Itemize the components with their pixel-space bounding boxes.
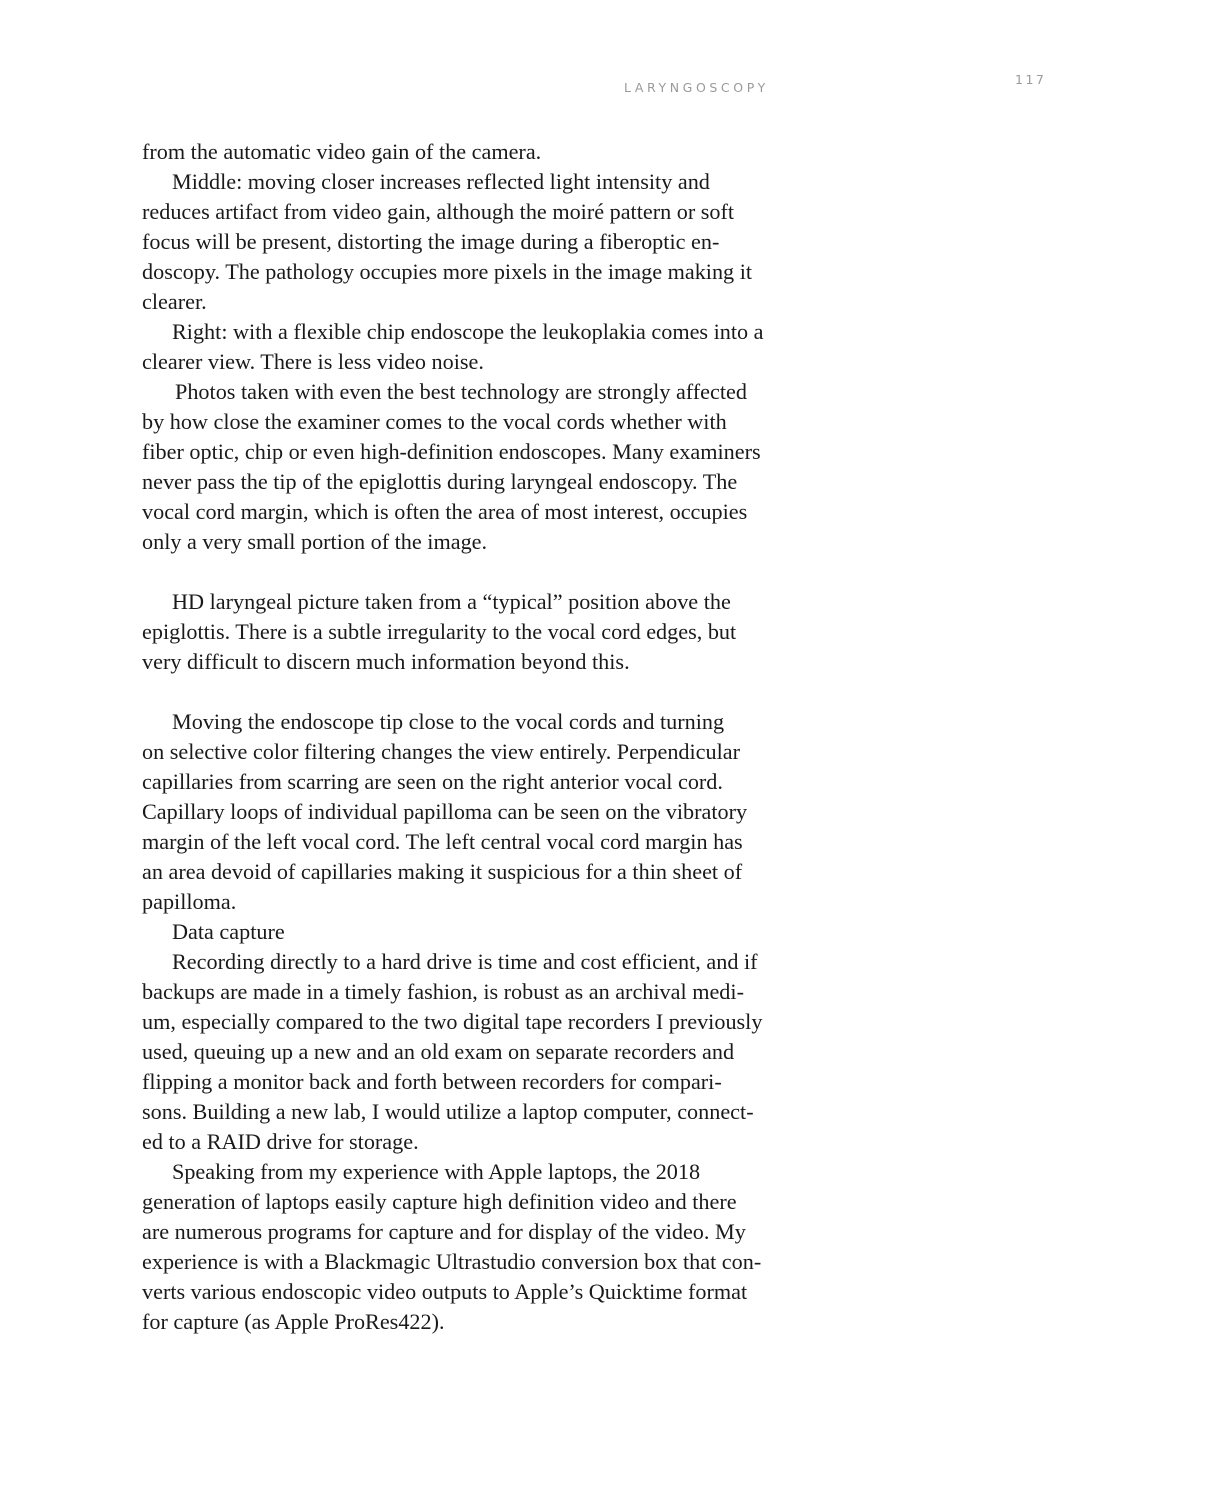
text-line: fiber optic, chip or even high-definition endoscopes. Many examiners <box>142 439 761 464</box>
text-line: Right: with a flexible chip endoscope the leukoplakia comes into a <box>172 319 764 344</box>
text-line: um, especially compared to the two digital tape recorders I previously <box>142 1009 763 1034</box>
text-line: from the automatic video gain of the camera. <box>142 139 542 164</box>
text-line: very difficult to discern much information beyond this. <box>142 649 630 674</box>
text-line: vocal cord margin, which is often the area of most interest, occupies <box>142 499 748 524</box>
text-line: Photos taken with even the best technology are strongly affected <box>175 379 747 404</box>
text-line: are numerous programs for capture and for display of the video. My <box>142 1219 746 1244</box>
text-line: capillaries from scarring are seen on the right anterior vocal cord. <box>142 769 723 794</box>
body-text <box>142 137 782 1337</box>
page-number: 117 <box>1015 72 1047 87</box>
text-line: doscopy. The pathology occupies more pixels in the image making it <box>142 259 753 284</box>
text-line: margin of the left vocal cord. The left central vocal cord margin has <box>142 829 743 854</box>
text-line: Moving the endoscope tip close to the vocal cords and turning <box>172 709 725 734</box>
text-line: clearer. <box>142 289 207 314</box>
text-line: Capillary loops of individual papilloma can be seen on the vibratory <box>142 799 748 824</box>
text-line: clearer view. There is less video noise. <box>142 349 484 374</box>
section-heading: Data capture <box>172 919 285 944</box>
text-line: an area devoid of capillaries making it suspicious for a thin sheet of <box>142 859 743 884</box>
text-line: focus will be present, distorting the image during a fiberoptic en- <box>142 229 720 254</box>
text-line: Recording directly to a hard drive is time and cost efficient, and if <box>172 949 758 974</box>
blank-line <box>142 557 782 587</box>
text-line: ed to a RAID drive for storage. <box>142 1129 419 1154</box>
text-line: Speaking from my experience with Apple laptops, the 2018 <box>172 1159 701 1184</box>
text-line: HD laryngeal picture taken from a “typical” position above the <box>172 589 731 614</box>
text-line: experience is with a Blackmagic Ultrastudio conversion box that con- <box>142 1249 762 1274</box>
text-line: only a very small portion of the image. <box>142 529 488 554</box>
text-line: used, queuing up a new and an old exam on separate recorders and <box>142 1039 735 1064</box>
text-line: papilloma. <box>142 889 237 914</box>
running-head: LARYNGOSCOPY <box>624 80 769 95</box>
text-line: flipping a monitor back and forth between recorders for compari- <box>142 1069 722 1094</box>
text-line: Middle: moving closer increases reflected light intensity and <box>172 169 710 194</box>
text-line: generation of laptops easily capture high definition video and there <box>142 1189 737 1214</box>
text-line: never pass the tip of the epiglottis during laryngeal endoscopy. The <box>142 469 738 494</box>
text-line: epiglottis. There is a subtle irregularity to the vocal cord edges, but <box>142 619 737 644</box>
blank-line <box>142 677 782 707</box>
text-line: for capture (as Apple ProRes422). <box>142 1309 445 1334</box>
text-line: sons. Building a new lab, I would utilize a laptop computer, connect- <box>142 1099 754 1124</box>
text-line: reduces artifact from video gain, although the moiré pattern or soft <box>142 199 735 224</box>
text-line: by how close the examiner comes to the vocal cords whether with <box>142 409 727 434</box>
text-line: verts various endoscopic video outputs to Apple’s Quicktime format <box>142 1279 748 1304</box>
text-line: backups are made in a timely fashion, is robust as an archival medi- <box>142 979 744 1004</box>
text-line: on selective color filtering changes the view entirely. Perpendicular <box>142 739 741 764</box>
